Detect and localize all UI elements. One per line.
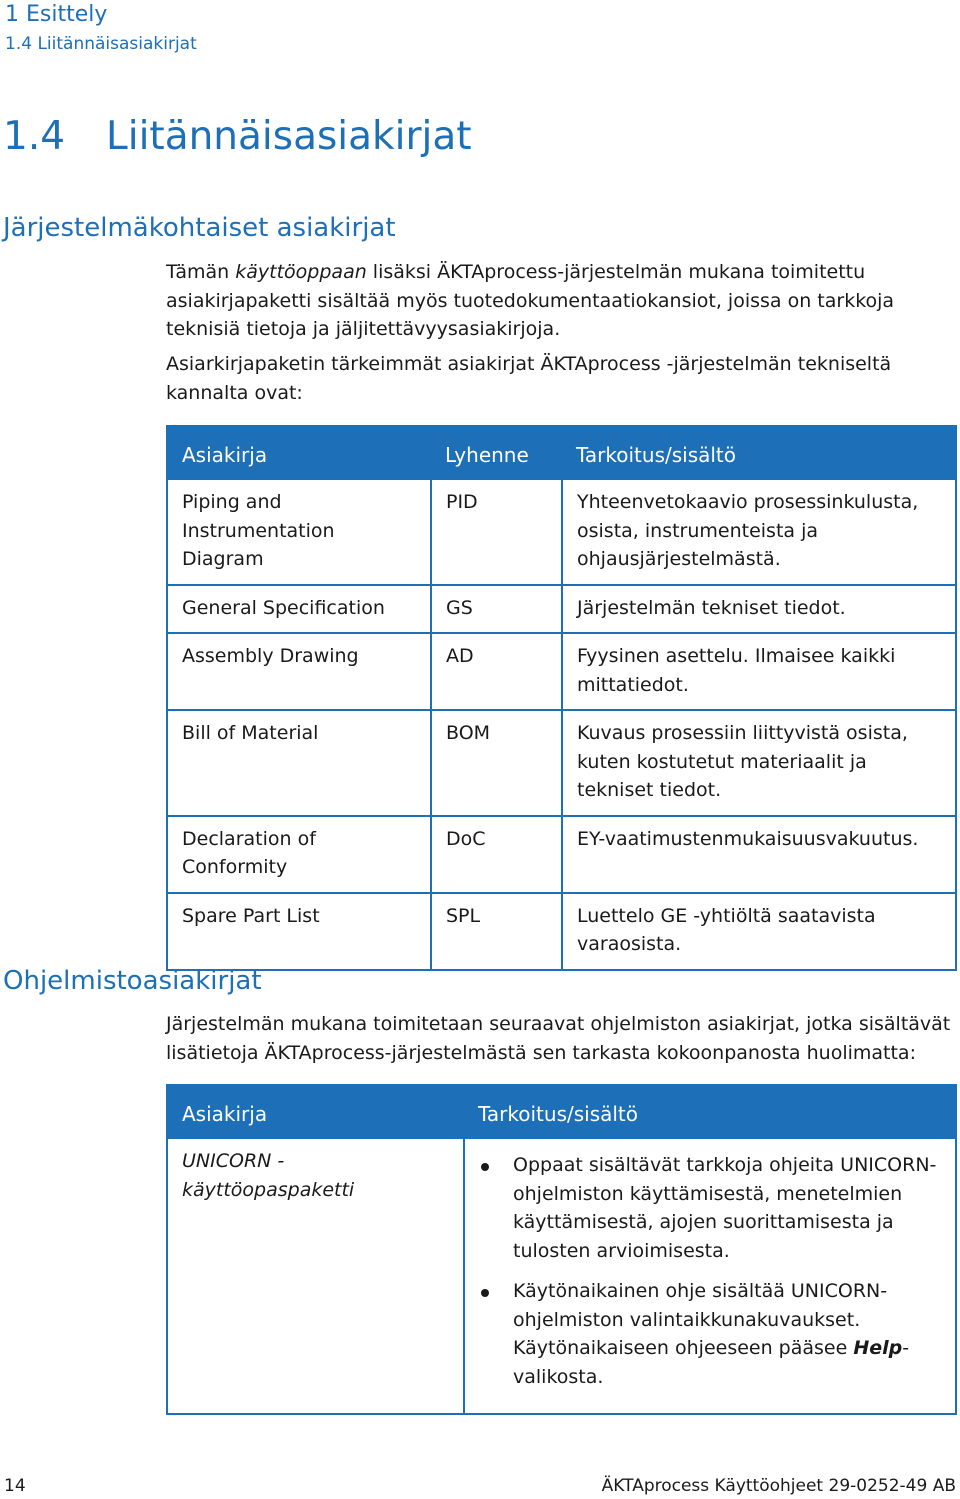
cell-abbreviation: AD xyxy=(431,633,562,710)
cell-document: Bill of Material xyxy=(167,710,431,816)
cell-purpose: Luettelo GE -yhtiöltä saatavista varaosista. xyxy=(562,893,956,970)
col-header-purpose: Tarkoitus/sisältö xyxy=(562,426,956,480)
table-row xyxy=(167,1139,956,1414)
bullet2-suffix: -valikosta. xyxy=(513,1337,910,1388)
intro-prefix: Tämän xyxy=(166,261,236,283)
cell-purpose xyxy=(464,1139,956,1414)
page-title-text: Liitännäisasiakirjat xyxy=(106,114,472,159)
cell-abbreviation: SPL xyxy=(431,893,562,970)
cell-purpose: EY-vaatimustenmukaisuusvakuutus. xyxy=(562,816,956,893)
docs-paragraph: Asiarkirjapaketin tärkeimmät asiakirjat ÄKTAprocess -järjestelmän tekniseltä kannalta ovat: xyxy=(166,353,892,404)
table-row xyxy=(167,710,956,816)
section-heading-software-docs: Ohjelmistoasiakirjat xyxy=(3,966,262,996)
col-header-document: Asiakirja xyxy=(167,1085,464,1139)
cell-document xyxy=(167,1139,464,1414)
table-row xyxy=(167,893,956,970)
cell-abbreviation: PID xyxy=(431,480,562,585)
cell-document: Piping and Instrumentation Diagram xyxy=(167,480,431,585)
cell-purpose: Yhteenvetokaavio prosessinkulusta, osista, instrumenteista ja ohjausjärjestelmästä. xyxy=(577,491,919,570)
list-item xyxy=(479,1277,941,1391)
cell-abbreviation: BOM xyxy=(431,710,562,816)
system-docs-table xyxy=(166,425,957,971)
cell-purpose: Fyysinen asettelu. Ilmaisee kaikki mittatiedot. xyxy=(562,633,956,710)
table-header-row xyxy=(167,1085,956,1139)
help-menu-name: Help xyxy=(853,1337,903,1359)
intro-paragraph xyxy=(166,258,956,344)
footer-document-id: ÄKTAprocess Käyttöohjeet 29-0252-49 AB xyxy=(601,1476,956,1496)
table-row xyxy=(167,816,956,893)
cell-purpose: Kuvaus prosessiin liittyvistä osista, kuten kostutetut materiaalit ja tekniset tiedot. xyxy=(562,710,956,816)
unicorn-doc-name: UNICORN -käyttöopaspaketti xyxy=(182,1150,355,1201)
software-paragraph: Järjestelmän mukana toimitetaan seuraavat ohjelmiston asiakirjat, jotka sisältävät lisätietoja ÄKTAprocess-järjestelmästä sen tarkasta kokoonpanosta huolimatta: xyxy=(166,1013,951,1064)
running-header-chapter: 1 Esittely xyxy=(5,2,108,27)
page-title-number: 1.4 xyxy=(3,114,66,159)
col-header-abbreviation: Lyhenne xyxy=(431,426,562,480)
col-header-document: Asiakirja xyxy=(167,426,431,480)
page-number: 14 xyxy=(4,1476,26,1496)
cell-document: General Specification xyxy=(167,585,431,634)
table-row xyxy=(167,480,956,585)
table-row xyxy=(167,633,956,710)
intro-rest: lisäksi ÄKTAprocess-järjestelmän mukana toimitettu asiakirjapaketti sisältää myös tuotedokumentaatiokansiot, joissa on tarkkoja teknisiä tietoja ja jäljitettävyysasiakirjoja. xyxy=(166,261,895,340)
cell-document: Assembly Drawing xyxy=(167,633,431,710)
table-header-row xyxy=(167,426,956,480)
purpose-bullet-list xyxy=(479,1151,941,1391)
cell-abbreviation: GS xyxy=(431,585,562,634)
cell-document: Spare Part List xyxy=(167,893,431,970)
cell-document: Declaration of Conformity xyxy=(167,816,431,893)
cell-abbreviation: DoC xyxy=(431,816,562,893)
bullet2-prefix: Käytönaikainen ohje sisältää UNICORN-ohjelmiston valintaikkunakuvaukset. Käytönaikaiseen ohjeeseen pääsee xyxy=(513,1280,888,1359)
page-title xyxy=(3,114,472,159)
list-item: Oppaat sisältävät tarkkoja ohjeita UNICORN-ohjelmiston käyttämisestä, menetelmien käyttämisestä, ajojen suorittamisesta ja tulosten arvioimisesta. xyxy=(479,1151,941,1265)
running-header-section: 1.4 Liitännäisasiakirjat xyxy=(5,34,197,54)
cell-purpose: Järjestelmän tekniset tiedot. xyxy=(562,585,956,634)
section-heading-system-docs: Järjestelmäkohtaiset asiakirjat xyxy=(3,213,396,243)
table-row xyxy=(167,585,956,634)
col-header-purpose: Tarkoitus/sisältö xyxy=(464,1085,956,1139)
intro-emphasis: käyttöoppaan xyxy=(235,261,367,283)
software-docs-table xyxy=(166,1084,957,1415)
